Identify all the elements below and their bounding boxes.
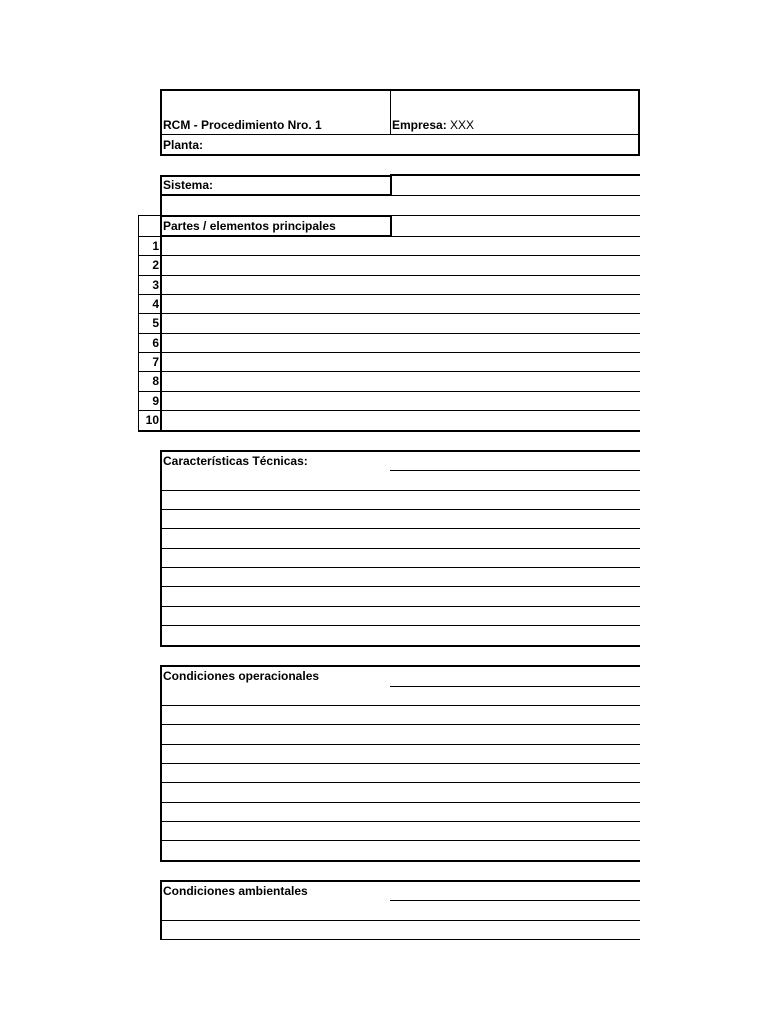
caracteristicas-label: Características Técnicas: <box>163 454 308 468</box>
partes-label: Partes / elementos principales <box>163 219 336 233</box>
row-number: 9 <box>152 394 159 408</box>
sistema-label: Sistema: <box>163 178 214 192</box>
row-number: 3 <box>152 278 159 292</box>
row-number: 6 <box>152 336 159 350</box>
row-number: 1 <box>152 239 159 253</box>
row-number: 2 <box>152 258 159 272</box>
row-number: 7 <box>152 355 159 369</box>
condiciones-operacionales-label: Condiciones operacionales <box>163 669 320 683</box>
empresa-label: Empresa: <box>392 118 447 132</box>
row-number: 5 <box>152 316 159 330</box>
empresa-value: XXX <box>450 118 475 132</box>
empresa-field <box>392 118 474 132</box>
row-number: 4 <box>152 297 159 311</box>
row-number: 10 <box>145 413 159 427</box>
planta-label: Planta: <box>163 138 204 152</box>
form-title: RCM - Procedimiento Nro. 1 <box>163 118 322 132</box>
condiciones-ambientales-label: Condiciones ambientales <box>163 884 308 898</box>
row-number: 8 <box>152 374 159 388</box>
